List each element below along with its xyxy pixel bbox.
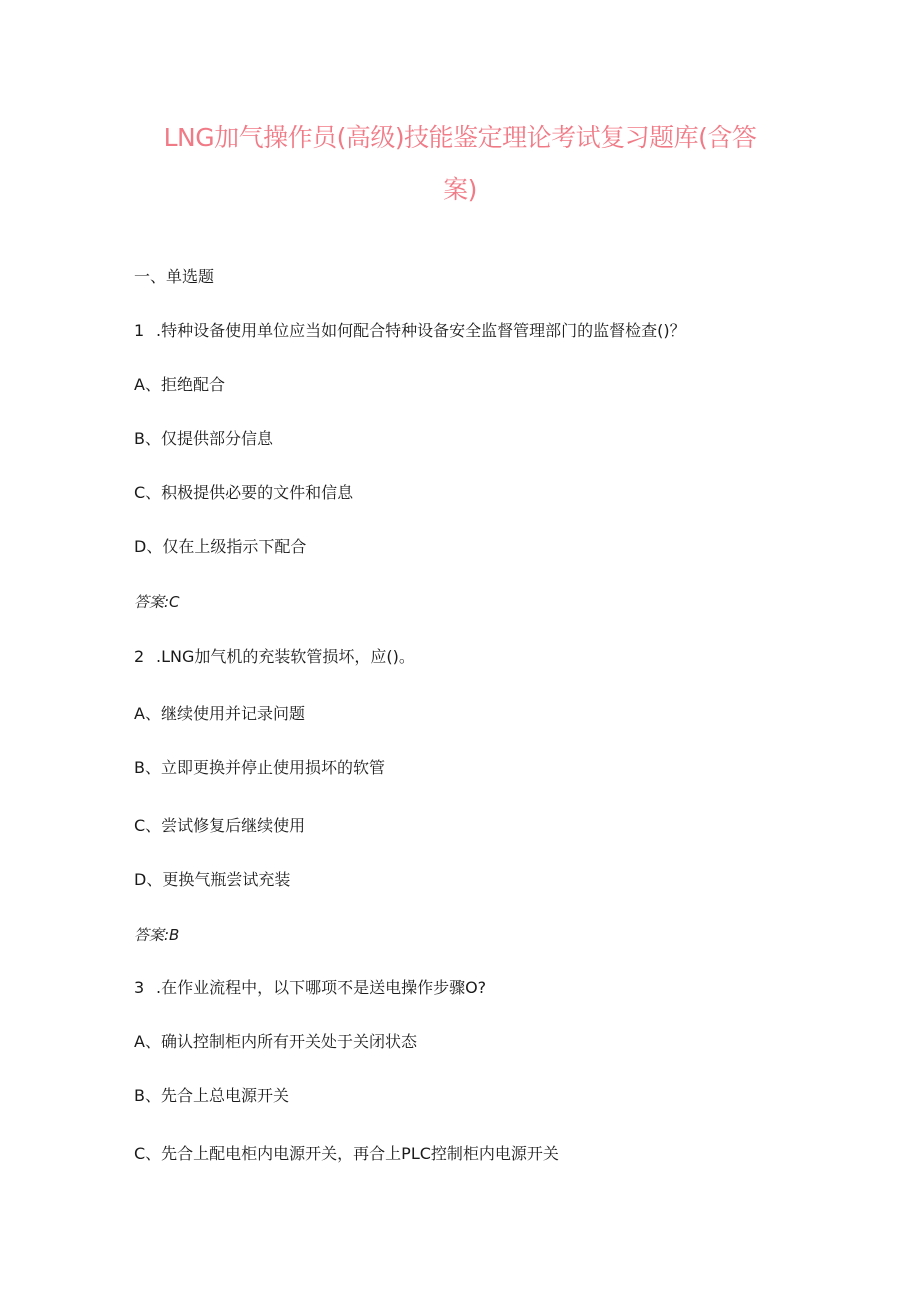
option-c: C、积极提供必要的文件和信息	[134, 483, 354, 502]
question-text: .特种设备使用单位应当如何配合特种设备安全监督管理部门的监督检查()？	[156, 321, 686, 340]
answer: 答案:B	[134, 926, 180, 944]
question-number: 2	[134, 647, 145, 666]
document-title-line-2: 案)	[443, 175, 477, 204]
question-1	[134, 318, 686, 341]
option-a: A、确认控制柜内所有开关处于关闭状态	[134, 1032, 417, 1051]
question-number: 3	[134, 978, 145, 997]
option-a: A、继续使用并记录问题	[134, 704, 305, 723]
question-text: .在作业流程中，以下哪项不是送电操作步骤O?	[156, 978, 487, 997]
question-text: .LNG加气机的充装软管损坏，应()。	[156, 647, 415, 666]
answer: 答案:C	[134, 593, 180, 611]
option-a: A、拒绝配合	[134, 375, 225, 394]
question-3	[134, 975, 486, 998]
option-c: C、尝试修复后继续使用	[134, 816, 306, 835]
question-2	[134, 644, 415, 667]
option-d: D、更换气瓶尝试充装	[134, 870, 291, 889]
document-title-line-1: LNG加气操作员(高级)技能鉴定理论考试复习题库(含答	[163, 123, 757, 152]
option-b: B、仅提供部分信息	[134, 429, 273, 448]
option-d: D、仅在上级指示下配合	[134, 537, 307, 556]
option-c: C、先合上配电柜内电源开关，再合上PLC控制柜内电源开关	[134, 1144, 559, 1163]
option-b: B、立即更换并停止使用损坏的软管	[134, 758, 385, 777]
question-number: 1	[134, 321, 145, 340]
section-heading: 一、单选题	[134, 267, 215, 286]
option-b: B、先合上总电源开关	[134, 1086, 289, 1105]
